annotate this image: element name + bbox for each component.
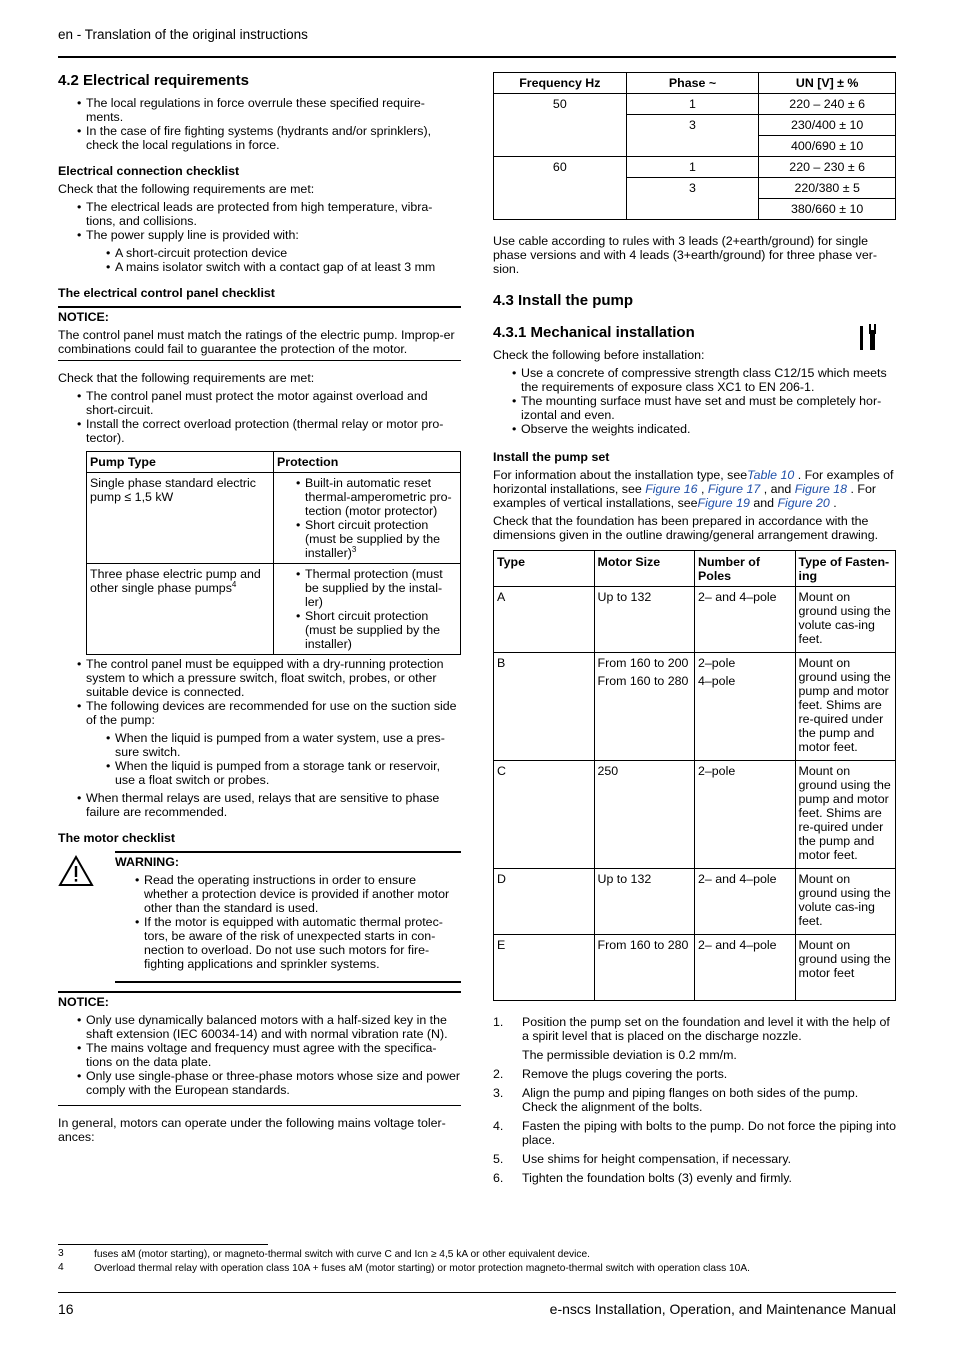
table-10-link[interactable]: Table 10 <box>747 468 795 482</box>
connection-checklist-heading: Electrical connection checklist <box>58 164 240 178</box>
table-header: Motor Size <box>594 551 695 587</box>
table-row <box>87 564 461 655</box>
install-steps <box>493 1015 896 1185</box>
cable-text: Use cable according to rules with 3 leads (2+earth/ground) for single phase versions and with 4 leads (3+earth/ground) for three phase ver-sion. <box>493 234 877 276</box>
table-cell: A <box>494 587 595 653</box>
table-row <box>494 935 896 1001</box>
notice-box-2 <box>58 991 461 1106</box>
table-row <box>494 869 896 935</box>
footnote-number: 3 <box>58 1248 64 1259</box>
connection-intro: Check that the following requirements are met: <box>58 182 315 196</box>
table-header: Number of Poles <box>695 551 796 587</box>
notice-heading: NOTICE: <box>58 995 109 1009</box>
table-cell: D <box>494 869 595 935</box>
list-item <box>493 1119 896 1147</box>
notice-text: The control panel must match the ratings of the electric pump. Improp-er combinations could fail to guarantee the protection of the motor. <box>58 328 455 356</box>
text: and <box>749 496 778 510</box>
connection-list <box>58 200 461 242</box>
install-set-heading: Install the pump set <box>493 450 610 464</box>
text: , <box>697 482 708 496</box>
table-header: Protection <box>274 452 461 473</box>
list-item: • Short circuit protection (must be supplied by the installer) <box>293 609 457 651</box>
step-text: Tighten the foundation bolts (3) evenly and firmly. <box>522 1171 792 1185</box>
cell-text: Three phase electric pump and other single phase pumps <box>90 567 261 595</box>
connection-sublist <box>58 246 461 274</box>
list-item <box>493 1171 896 1185</box>
section-4-3-title: 4.3 Install the pump <box>493 292 634 309</box>
section-4-3-1-title: 4.3.1 Mechanical installation <box>493 324 695 341</box>
table-row <box>494 653 896 761</box>
panel-sublist <box>58 731 461 787</box>
table-row <box>494 587 896 653</box>
header-rule <box>58 56 896 58</box>
figure-20-link[interactable]: Figure 20 <box>777 496 830 510</box>
step-text: Remove the plugs covering the ports. <box>522 1067 728 1081</box>
list-item: • In the case of fire fighting systems (hydrants and/or sprinklers), check the local regulations in force. <box>58 124 461 152</box>
table-cell: E <box>494 935 595 1001</box>
list-item: • A mains isolator switch with a contact gap of at least 3 mm <box>58 260 461 274</box>
table-cell: From 160 to 280 <box>594 935 695 1001</box>
text: . <box>829 496 837 510</box>
table-cell: Single phase standard electric pump ≤ 1,5 kW <box>87 473 274 564</box>
notice-box <box>58 306 461 361</box>
step-number: 2. <box>493 1067 504 1081</box>
table-cell: 380/660 ± 10 <box>759 199 896 220</box>
table-cell: 220/380 ± 5 <box>759 178 896 199</box>
tolerance-text: In general, motors can operate under the following mains voltage toler-ances: <box>58 1116 446 1144</box>
text: , and <box>760 482 795 496</box>
table-cell: 2– and 4–pole <box>695 935 796 1001</box>
table-header: Phase ~ <box>626 73 759 94</box>
list-item <box>493 1152 896 1166</box>
list-item: • The power supply line is provided with: <box>58 228 461 242</box>
list-item: • When the liquid is pumped from a water system, use a pres-sure switch. <box>58 731 461 759</box>
table-cell: 50 <box>494 94 627 157</box>
mech-intro: Check the following before installation: <box>493 348 705 362</box>
text: For information about the installation type, see <box>493 468 748 482</box>
warning-heading: WARNING: <box>115 855 180 869</box>
section-4-2-bullets <box>58 96 461 152</box>
table-cell <box>87 564 274 655</box>
list-item <box>493 1015 896 1062</box>
footnote-number: 4 <box>58 1262 64 1273</box>
warning-triangle-icon <box>58 855 94 887</box>
cell-text: From 160 to 280 <box>597 674 689 688</box>
text: . For examples of vertical installations, see <box>493 482 876 510</box>
list-item: • The mounting surface must have set and must be completely hor-izontal and even. <box>493 394 896 422</box>
footnote-rule <box>58 1244 268 1245</box>
table-cell <box>695 653 796 761</box>
step-number: 6. <box>493 1171 504 1185</box>
table-cell: 2– and 4–pole <box>695 587 796 653</box>
table-cell: 60 <box>494 157 627 220</box>
panel-list-3 <box>58 791 461 819</box>
list-item: • The control panel must protect the motor against overload and short-circuit. <box>58 389 461 417</box>
step-text: Use shims for height compensation, if necessary. <box>522 1152 792 1166</box>
list-item: • The following devices are recommended for use on the suction side of the pump: <box>58 699 461 727</box>
step-text: Position the pump set on the foundation and level it with the help of a spirit level that is placed on the discharge nozzle. <box>522 1015 890 1043</box>
table-row <box>494 157 896 178</box>
panel-list-2 <box>58 657 461 727</box>
page-number: 16 <box>58 1301 74 1317</box>
warning-body <box>115 851 461 983</box>
list-item: • The local regulations in force overrule these specified require-ments. <box>58 96 461 124</box>
right-column <box>493 72 896 1190</box>
left-column <box>58 72 461 1148</box>
list-item: • Thermal protection (must be supplied by the instal-ler) <box>293 567 457 609</box>
list-item: • Observe the weights indicated. <box>493 422 896 436</box>
table-cell: Up to 132 <box>594 869 695 935</box>
list-item <box>493 1067 896 1081</box>
cell-text: 4–pole <box>698 674 736 688</box>
table-header: Frequency Hz <box>494 73 627 94</box>
footer-rule <box>58 1292 896 1293</box>
list-item: • Install the correct overload protection (thermal relay or motor pro-tector). <box>58 417 461 445</box>
list-item: • Use a concrete of compressive strength class C12/15 which meets the requirements of exposure class XC1 to EN 206-1. <box>493 366 896 394</box>
install-info <box>493 468 896 510</box>
table-row <box>494 94 896 115</box>
cell-text: Short circuit protection (must be supplied by the installer) <box>305 518 440 560</box>
list-item: • If the motor is equipped with automatic thermal protec-tors, be aware of the risk of unexpected starts in con-nection to overload. Do not use such motors for fire-fighting applications and sprinkler systems. <box>132 915 461 971</box>
foundation-check-text: Check that the foundation has been prepared in accordance with the dimensions given in the outline drawing/general arrangement drawing. <box>493 514 879 542</box>
table-cell: B <box>494 653 595 761</box>
footnote-text: fuses aM (motor starting), or magneto-thermal switch with curve C and Icn ≥ 4,5 kA or other equivalent device. <box>94 1249 590 1260</box>
step-text: Align the pump and piping flanges on both sides of the pump. Check the alignment of the bolts. <box>522 1086 859 1114</box>
text: . For examples of horizontal installations, see <box>493 468 894 496</box>
list-item: • A short-circuit protection device <box>58 246 461 260</box>
table-cell: 220 – 240 ± 6 <box>759 94 896 115</box>
table-cell: Mount on ground using the volute cas-ing feet. <box>795 587 896 653</box>
footnote-ref: 3 <box>351 544 357 554</box>
list-item: • Only use single-phase or three-phase motors whose size and power comply with the European standards. <box>58 1069 461 1097</box>
table-cell: 250 <box>594 761 695 869</box>
notice-heading: NOTICE: <box>58 310 109 324</box>
tools-icon <box>858 322 878 350</box>
list-item <box>293 518 457 560</box>
table-header: Type <box>494 551 595 587</box>
table-cell <box>594 653 695 761</box>
panel-intro: Check that the following requirements are met: <box>58 371 315 385</box>
warning-box <box>58 851 461 983</box>
figure-19-link[interactable]: Figure 19 <box>697 496 750 510</box>
installation-type-table <box>493 550 896 1001</box>
table-cell: 220 – 230 ± 6 <box>759 157 896 178</box>
section-4-2-title: 4.2 Electrical requirements <box>58 72 249 89</box>
panel-list <box>58 389 461 445</box>
table-row <box>87 473 461 564</box>
footnote-ref: 4 <box>231 579 237 589</box>
list-item <box>493 1086 896 1114</box>
table-cell: Mount on ground using the pump and motor feet. Shims are re-quired under the pump and motor feet. <box>795 761 896 869</box>
step-number: 5. <box>493 1152 504 1166</box>
cell-text: From 160 to 200 <box>597 656 689 670</box>
step-number: 4. <box>493 1119 504 1133</box>
step-number: 3. <box>493 1086 504 1100</box>
table-cell: 400/690 ± 10 <box>759 136 896 157</box>
cell-text: 2–pole <box>698 656 736 670</box>
list-item: • Read the operating instructions in order to ensure whether a protection device is provided if another motor other than the standard is used. <box>132 873 461 915</box>
table-cell: 1 <box>626 94 759 115</box>
control-panel-checklist-heading: The electrical control panel checklist <box>58 286 275 300</box>
list-item: • The mains voltage and frequency must agree with the specifica-tions on the data plate. <box>58 1041 461 1069</box>
figure-17-link[interactable]: Figure 17 <box>707 482 761 496</box>
table-cell <box>274 473 461 564</box>
running-header: en - Translation of the original instructions <box>58 27 308 42</box>
table-cell: Up to 132 <box>594 587 695 653</box>
motor-checklist-heading: The motor checklist <box>58 831 176 845</box>
table-cell: 3 <box>626 178 759 220</box>
figure-16-link[interactable]: Figure 16 <box>645 482 698 496</box>
table-cell: C <box>494 761 595 869</box>
table-cell: Mount on ground using the motor feet <box>795 935 896 1001</box>
step-note: The permissible deviation is 0.2 mm/m. <box>522 1048 737 1062</box>
footer-title: e-nscs Installation, Operation, and Maintenance Manual <box>549 1301 896 1317</box>
table-cell: 2–pole <box>695 761 796 869</box>
table-header: Type of Fasten-ing <box>795 551 896 587</box>
step-text: Fasten the piping with bolts to the pump. Do not force the piping into place. <box>522 1119 897 1147</box>
table-cell: 2– and 4–pole <box>695 869 796 935</box>
figure-18-link[interactable]: Figure 18 <box>794 482 848 496</box>
list-item: • The electrical leads are protected from high temperature, vibra-tions, and collisions. <box>58 200 461 228</box>
mech-list <box>493 366 896 436</box>
footnote-text: Overload thermal relay with operation class 10A + fuses aM (motor starting) or motor protection magneto-thermal switch with operation class 10A. <box>94 1263 750 1274</box>
table-header: Pump Type <box>87 452 274 473</box>
step-number: 1. <box>493 1015 504 1029</box>
list-item: • Built-in automatic reset thermal-amperometric pro-tection (motor protector) <box>293 476 457 518</box>
subsection-heading-wrap <box>493 324 896 342</box>
table-header: UN [V] ± % <box>759 73 896 94</box>
table-cell: Mount on ground using the volute cas-ing feet. <box>795 869 896 935</box>
protection-table-wrap <box>86 451 461 655</box>
table-cell <box>274 564 461 655</box>
table-cell: Mount on ground using the pump and motor feet. Shims are re-quired under the pump and motor feet. <box>795 653 896 761</box>
voltage-table <box>493 72 896 220</box>
table-row <box>494 761 896 869</box>
list-item: • The control panel must be equipped with a dry-running protection system to which a pressure switch, float switch, probes, or other suitable device is connected. <box>58 657 461 699</box>
list-item: • Only use dynamically balanced motors with a half-sized key in the shaft extension (IEC 60034-14) and with normal vibration rate (N). <box>58 1013 461 1041</box>
table-cell: 3 <box>626 115 759 157</box>
table-cell: 1 <box>626 157 759 178</box>
table-cell: 230/400 ± 10 <box>759 115 896 136</box>
list-item: • When the liquid is pumped from a storage tank or reservoir, use a float switch or probes. <box>58 759 461 787</box>
protection-table <box>86 451 461 655</box>
list-item: • When thermal relays are used, relays that are sensitive to phase failure are recommended. <box>58 791 461 819</box>
